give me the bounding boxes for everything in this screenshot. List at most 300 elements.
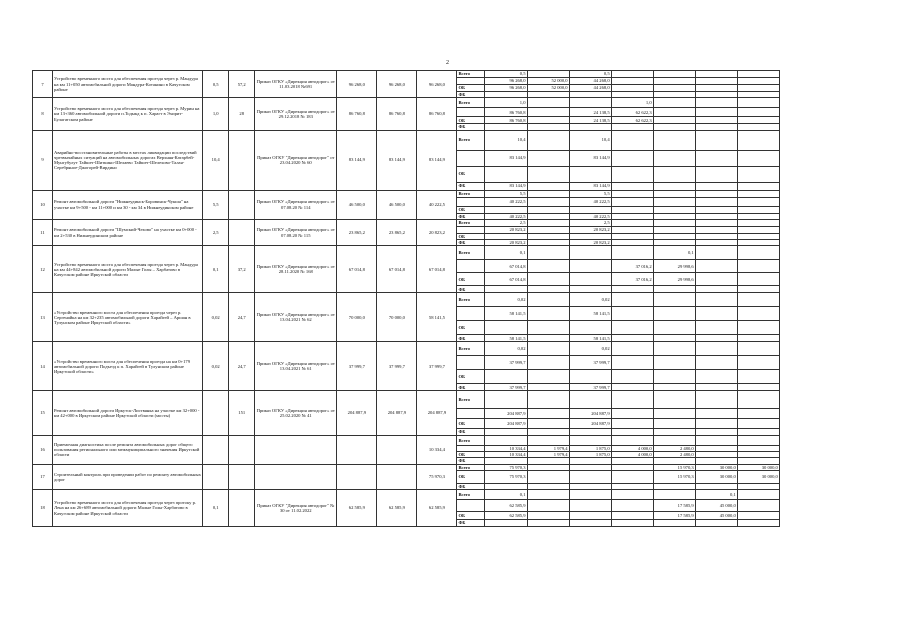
year-value xyxy=(695,130,737,150)
length-km: 10,4 xyxy=(203,130,229,190)
source-label: Всего xyxy=(457,435,485,445)
percent-value xyxy=(229,219,255,246)
year-value xyxy=(611,246,653,260)
source-label: ОБ xyxy=(457,321,485,335)
contract-cost: 37 999,7 xyxy=(377,342,417,391)
year-value: 4 000,0 xyxy=(611,445,653,451)
source-label: Всего xyxy=(457,190,485,197)
total-funding: 58 141,5 xyxy=(417,293,457,342)
year-value xyxy=(485,321,527,335)
year-value xyxy=(527,356,569,370)
table-row xyxy=(33,435,870,445)
source-label: Всего xyxy=(457,219,485,226)
contract-cost: 70 000,0 xyxy=(377,293,417,342)
year-value: 5,5 xyxy=(485,190,527,197)
year-value: 86 760,8 xyxy=(485,117,527,124)
year-value xyxy=(695,78,737,85)
year-value: 5,5 xyxy=(569,190,611,197)
year-value: 67 014,8 xyxy=(485,260,527,273)
year-value xyxy=(569,512,611,520)
year-value: 58 141,5 xyxy=(569,307,611,321)
source-label: ФБ xyxy=(457,286,485,293)
year-value xyxy=(695,108,737,117)
year-value xyxy=(485,391,527,409)
year-value xyxy=(737,409,779,419)
source-label xyxy=(457,356,485,370)
year-value xyxy=(527,117,569,124)
year-value xyxy=(737,356,779,370)
estimate-cost xyxy=(337,435,377,464)
work-name: Строительный контроль при проведении работ по ремонту автомобильных дорог xyxy=(53,464,203,490)
table-row xyxy=(33,391,870,409)
year-value xyxy=(653,206,695,213)
year-value xyxy=(653,71,695,78)
year-value xyxy=(653,117,695,124)
year-value xyxy=(737,108,779,117)
year-value xyxy=(611,307,653,321)
length-km xyxy=(203,464,229,490)
year-value xyxy=(737,490,779,500)
year-value xyxy=(527,384,569,391)
year-value xyxy=(611,78,653,85)
total-funding: 10 334,4 xyxy=(417,435,457,464)
year-value: 0,1 xyxy=(485,490,527,500)
year-value xyxy=(527,500,569,512)
year-value xyxy=(653,293,695,307)
source-label: ОБ xyxy=(457,470,485,483)
total-funding: 75 970,3 xyxy=(417,464,457,490)
approval-document: Приказ ОГКУ «Дирекция автодорог» от 13.04.2021 № 62 xyxy=(255,293,337,342)
year-value xyxy=(695,419,737,429)
contract-cost: 204 887,9 xyxy=(377,391,417,435)
source-label: ФБ xyxy=(457,335,485,342)
year-value xyxy=(695,520,737,526)
year-value: 0,02 xyxy=(485,342,527,356)
year-value xyxy=(695,286,737,293)
year-value: 58 141,5 xyxy=(569,335,611,342)
year-value xyxy=(737,117,779,124)
year-value xyxy=(695,197,737,206)
total-funding: 20 823,2 xyxy=(417,219,457,246)
percent-value xyxy=(229,464,255,490)
year-value xyxy=(653,108,695,117)
year-value xyxy=(695,384,737,391)
source-label: Всего xyxy=(457,490,485,500)
approval-document: Приказ ОГКУ «Дирекция автодорог» от 11.03.2018 №691 xyxy=(255,71,337,98)
year-value: 37 016,2 xyxy=(611,273,653,286)
year-value xyxy=(611,512,653,520)
estimate-cost: 67 014,8 xyxy=(337,246,377,293)
contract-cost: 86 760,8 xyxy=(377,98,417,130)
year-value xyxy=(527,520,569,526)
year-value xyxy=(737,384,779,391)
year-value xyxy=(737,190,779,197)
year-value xyxy=(485,370,527,384)
year-value xyxy=(569,391,611,409)
source-label xyxy=(457,307,485,321)
year-value xyxy=(611,166,653,182)
year-value: 0,5 xyxy=(485,71,527,78)
approval-document: Приказ ОГКУ "Дирекция автодорог" № 30 от 11.02.2022 xyxy=(255,490,337,526)
row-number: 18 xyxy=(33,490,53,526)
year-value: 2 480,0 xyxy=(653,452,695,458)
estimate-cost: 62 585,9 xyxy=(337,490,377,526)
year-value xyxy=(653,335,695,342)
year-value xyxy=(653,197,695,206)
table-row xyxy=(33,490,870,500)
year-value xyxy=(695,150,737,166)
year-value: 204 887,9 xyxy=(569,409,611,419)
year-value xyxy=(569,246,611,260)
year-value xyxy=(611,490,653,500)
percent-value: 37,2 xyxy=(229,246,255,293)
length-km: 1,0 xyxy=(203,98,229,130)
year-value xyxy=(737,130,779,150)
source-label: Всего xyxy=(457,342,485,356)
year-value xyxy=(611,370,653,384)
year-value xyxy=(653,85,695,92)
year-value xyxy=(737,71,779,78)
year-value xyxy=(611,409,653,419)
table-row xyxy=(33,98,870,108)
year-value xyxy=(737,150,779,166)
year-value xyxy=(695,206,737,213)
year-value xyxy=(527,71,569,78)
table-row xyxy=(33,219,870,226)
year-value xyxy=(737,197,779,206)
year-value xyxy=(527,391,569,409)
row-number: 17 xyxy=(33,464,53,490)
year-value xyxy=(569,500,611,512)
estimate-cost: 96 268,0 xyxy=(337,71,377,98)
source-label: ФБ xyxy=(457,458,485,464)
length-km: 0,1 xyxy=(203,490,229,526)
work-name: Ремонт автомобильной дороги "Нижнеудинск-Боровинск-Чукша" на участке км 9+500 - км 11+000 и км 30 - км 34 в Нижнеудинском районе xyxy=(53,190,203,219)
year-value xyxy=(527,219,569,226)
year-value xyxy=(527,197,569,206)
table-row xyxy=(33,190,870,197)
year-value: 37 999,7 xyxy=(485,384,527,391)
year-value: 0,1 xyxy=(653,246,695,260)
approval-document xyxy=(255,435,337,464)
year-value: 29 998,6 xyxy=(653,260,695,273)
year-value xyxy=(527,293,569,307)
year-value xyxy=(653,419,695,429)
source-label: Всего xyxy=(457,293,485,307)
year-value: 67 014,8 xyxy=(485,273,527,286)
year-value: 15 970,3 xyxy=(653,464,695,470)
year-value xyxy=(653,286,695,293)
total-funding: 204 887,9 xyxy=(417,391,457,435)
year-value xyxy=(527,307,569,321)
percent-value: 24,7 xyxy=(229,293,255,342)
year-value xyxy=(611,321,653,335)
source-label xyxy=(457,150,485,166)
year-value: 83 144,9 xyxy=(569,182,611,190)
year-value: 2,5 xyxy=(485,219,527,226)
year-value xyxy=(653,130,695,150)
year-value xyxy=(611,182,653,190)
year-value: 45 000,0 xyxy=(695,500,737,512)
year-value: 83 144,9 xyxy=(569,150,611,166)
year-value xyxy=(569,273,611,286)
source-label: Всего xyxy=(457,464,485,470)
year-value xyxy=(527,490,569,500)
year-value xyxy=(569,520,611,526)
source-label: ОБ xyxy=(457,370,485,384)
year-value xyxy=(695,219,737,226)
total-funding: 67 014,8 xyxy=(417,246,457,293)
year-value xyxy=(695,307,737,321)
year-value xyxy=(695,71,737,78)
approval-document: Приказ ОГКУ «Дирекция автодорог» от 29.12.2018 № 183 xyxy=(255,98,337,130)
source-label: ФБ xyxy=(457,429,485,435)
contract-cost xyxy=(377,435,417,464)
year-value: 10 334,4 xyxy=(485,452,527,458)
source-label: Всего xyxy=(457,130,485,150)
source-label: ФБ xyxy=(457,182,485,190)
approval-document: Приказ ОГКУ «Дирекция автодорог» от 28.11.2020 № 168 xyxy=(255,246,337,293)
year-value: 15 970,3 xyxy=(653,470,695,483)
year-value xyxy=(653,342,695,356)
approval-document: Приказ ОГКУ "Дирекция автодорог" от 23.04.2020 № 60 xyxy=(255,130,337,190)
year-value xyxy=(527,419,569,429)
approval-document: Приказ ОГКУ «Дирекция автодорог» от 25.02.2020 № 41 xyxy=(255,391,337,435)
estimate-cost: 46 500,0 xyxy=(337,190,377,219)
year-value xyxy=(737,520,779,526)
percent-value: 57,2 xyxy=(229,71,255,98)
year-value: 44 268,0 xyxy=(569,78,611,85)
source-label: ОБ xyxy=(457,273,485,286)
year-value xyxy=(737,286,779,293)
year-value xyxy=(611,197,653,206)
year-value: 0,1 xyxy=(695,490,737,500)
source-label: Всего xyxy=(457,391,485,409)
year-value: 30 000,0 xyxy=(695,470,737,483)
year-value: 29 998,6 xyxy=(653,273,695,286)
year-value: 62 585,9 xyxy=(485,500,527,512)
year-value xyxy=(737,182,779,190)
year-value: 58 141,5 xyxy=(485,335,527,342)
year-value xyxy=(611,500,653,512)
year-value xyxy=(653,78,695,85)
year-value xyxy=(527,108,569,117)
row-number: 12 xyxy=(33,246,53,293)
page-number: 2 xyxy=(446,60,449,66)
year-value xyxy=(527,512,569,520)
year-value xyxy=(737,273,779,286)
year-value xyxy=(611,226,653,233)
table-row xyxy=(33,130,870,150)
year-value xyxy=(695,98,737,108)
year-value: 4 000,0 xyxy=(611,452,653,458)
year-value: 62 622,3 xyxy=(611,117,653,124)
length-km: 0,02 xyxy=(203,293,229,342)
source-label: ОБ xyxy=(457,452,485,458)
year-value xyxy=(653,409,695,419)
year-value xyxy=(695,166,737,182)
year-value xyxy=(485,520,527,526)
year-value xyxy=(527,130,569,150)
year-value xyxy=(527,342,569,356)
source-label: ОБ xyxy=(457,166,485,182)
year-value: 1 979,4 xyxy=(527,452,569,458)
approval-document: Приказ ОГКУ «Дирекция автодорог» от 07.08.20 № 114 xyxy=(255,190,337,219)
percent-value xyxy=(229,130,255,190)
source-label xyxy=(457,226,485,233)
year-value xyxy=(527,273,569,286)
source-label: Всего xyxy=(457,71,485,78)
year-value: 52 000,0 xyxy=(527,85,569,92)
year-value xyxy=(569,206,611,213)
work-name: Аварийно-восстановительные работы в местах ликвидации последствий чрезвычайных ситуаций на автомобильных дорогах Верхняя-Катарбей-Мунгубулут Тайшет-Шиткино-Шелаево Тайшет-Шелехово-Талая-Серебряное-Джогорей-Вирдино xyxy=(53,130,203,190)
estimate-cost: 83 144,9 xyxy=(337,130,377,190)
year-value xyxy=(653,190,695,197)
year-value: 10,4 xyxy=(485,130,527,150)
percent-value: 24,7 xyxy=(229,342,255,391)
year-value xyxy=(737,370,779,384)
year-value xyxy=(527,370,569,384)
year-value: 24 138,5 xyxy=(569,108,611,117)
year-value: 37 999,7 xyxy=(569,356,611,370)
year-value: 75 970,3 xyxy=(485,464,527,470)
length-km: 5,5 xyxy=(203,190,229,219)
year-value xyxy=(695,321,737,335)
percent-value: 151 xyxy=(229,391,255,435)
year-value xyxy=(695,226,737,233)
source-label: ФБ xyxy=(457,520,485,526)
year-value xyxy=(485,286,527,293)
year-value xyxy=(527,190,569,197)
source-label: ФБ xyxy=(457,92,485,98)
year-value xyxy=(527,226,569,233)
estimate-cost: 70 000,0 xyxy=(337,293,377,342)
length-km: 2,5 xyxy=(203,219,229,246)
year-value: 37 016,2 xyxy=(611,260,653,273)
year-value xyxy=(737,321,779,335)
year-value xyxy=(737,293,779,307)
year-value xyxy=(695,435,737,445)
year-value: 52 000,0 xyxy=(527,78,569,85)
year-value xyxy=(485,206,527,213)
year-value: 10 334,4 xyxy=(485,445,527,451)
year-value xyxy=(611,219,653,226)
year-value xyxy=(569,166,611,182)
source-label: Всего xyxy=(457,246,485,260)
year-value: 96 268,0 xyxy=(485,85,527,92)
table-row xyxy=(33,71,870,78)
year-value: 17 585,9 xyxy=(653,500,695,512)
year-value xyxy=(695,246,737,260)
contract-cost: 96 268,0 xyxy=(377,71,417,98)
estimate-cost xyxy=(337,464,377,490)
year-value xyxy=(527,435,569,445)
year-value xyxy=(695,117,737,124)
year-value xyxy=(611,286,653,293)
year-value: 2,5 xyxy=(569,219,611,226)
year-value xyxy=(737,342,779,356)
year-value xyxy=(737,78,779,85)
year-value xyxy=(611,384,653,391)
year-value: 58 141,5 xyxy=(485,307,527,321)
row-number: 14 xyxy=(33,342,53,391)
year-value xyxy=(737,166,779,182)
percent-value xyxy=(229,490,255,526)
source-label: ОБ xyxy=(457,206,485,213)
year-value xyxy=(695,335,737,342)
year-value: 1 875,0 xyxy=(569,445,611,451)
length-km xyxy=(203,391,229,435)
work-name: Приемочная диагностика после ремонта автомобильных дорог общего пользования регионального или межмуниципального значения Иркутской области xyxy=(53,435,203,464)
estimate-cost: 86 760,8 xyxy=(337,98,377,130)
contract-cost: 46 500,0 xyxy=(377,190,417,219)
length-km xyxy=(203,435,229,464)
work-name: «Устройство временного моста для обеспечения проезда на км 0+179 автомобильной дороги Подъезд к п. Харайгей в Тулунском районе Иркутской области» xyxy=(53,342,203,391)
total-funding: 83 144,9 xyxy=(417,130,457,190)
year-value xyxy=(527,206,569,213)
source-label xyxy=(457,409,485,419)
table-row xyxy=(33,342,870,356)
year-value xyxy=(653,98,695,108)
year-value: 96 268,0 xyxy=(485,78,527,85)
row-number: 16 xyxy=(33,435,53,464)
year-value xyxy=(527,98,569,108)
work-name: Ремонт автомобильной дороги "Шумский-Чехово" на участке км 0+000 - км 2+530 в Нижнеудинском районе xyxy=(53,219,203,246)
length-km: 0,5 xyxy=(203,71,229,98)
year-value xyxy=(527,182,569,190)
year-value xyxy=(653,321,695,335)
work-name: «Устройство временного моста для обеспечения проезда через р. Сергенайка на км 32+235 автомобильной дороги Харайгей – Аршан в Тулунском районе Иркутской области» xyxy=(53,293,203,342)
year-value xyxy=(695,409,737,419)
row-number: 15 xyxy=(33,391,53,435)
length-km: 0,02 xyxy=(203,342,229,391)
row-number: 7 xyxy=(33,71,53,98)
year-value xyxy=(695,391,737,409)
year-value: 2 480,0 xyxy=(653,445,695,451)
year-value: 17 585,9 xyxy=(653,512,695,520)
work-name: Устройство временного моста для обеспечения проезда через протоку р. Лена на км 26+689 автомобильной дороги Малые Голы-Харбатово в Качугском районе Иркутской области xyxy=(53,490,203,526)
year-value: 83 144,9 xyxy=(485,150,527,166)
year-value: 40 222,5 xyxy=(569,197,611,206)
year-value: 40 222,5 xyxy=(485,197,527,206)
source-label: ОБ xyxy=(457,85,485,92)
source-label xyxy=(457,500,485,512)
year-value: 0,1 xyxy=(485,246,527,260)
estimate-cost: 37 999,7 xyxy=(337,342,377,391)
year-value: 204 887,9 xyxy=(485,419,527,429)
year-value xyxy=(611,391,653,409)
year-value xyxy=(695,370,737,384)
source-label: Всего xyxy=(457,98,485,108)
year-value xyxy=(737,226,779,233)
year-value xyxy=(737,260,779,273)
year-value xyxy=(653,150,695,166)
year-value xyxy=(653,356,695,370)
contract-cost: 62 585,9 xyxy=(377,490,417,526)
year-value xyxy=(737,391,779,409)
year-value xyxy=(653,182,695,190)
source-label: ФБ xyxy=(457,240,485,246)
year-value xyxy=(737,307,779,321)
year-value xyxy=(569,470,611,483)
year-value xyxy=(611,335,653,342)
row-number: 9 xyxy=(33,130,53,190)
year-value: 20 823,2 xyxy=(569,240,611,246)
year-value xyxy=(527,286,569,293)
year-value: 20 823,2 xyxy=(485,226,527,233)
year-value xyxy=(653,384,695,391)
year-value xyxy=(611,130,653,150)
